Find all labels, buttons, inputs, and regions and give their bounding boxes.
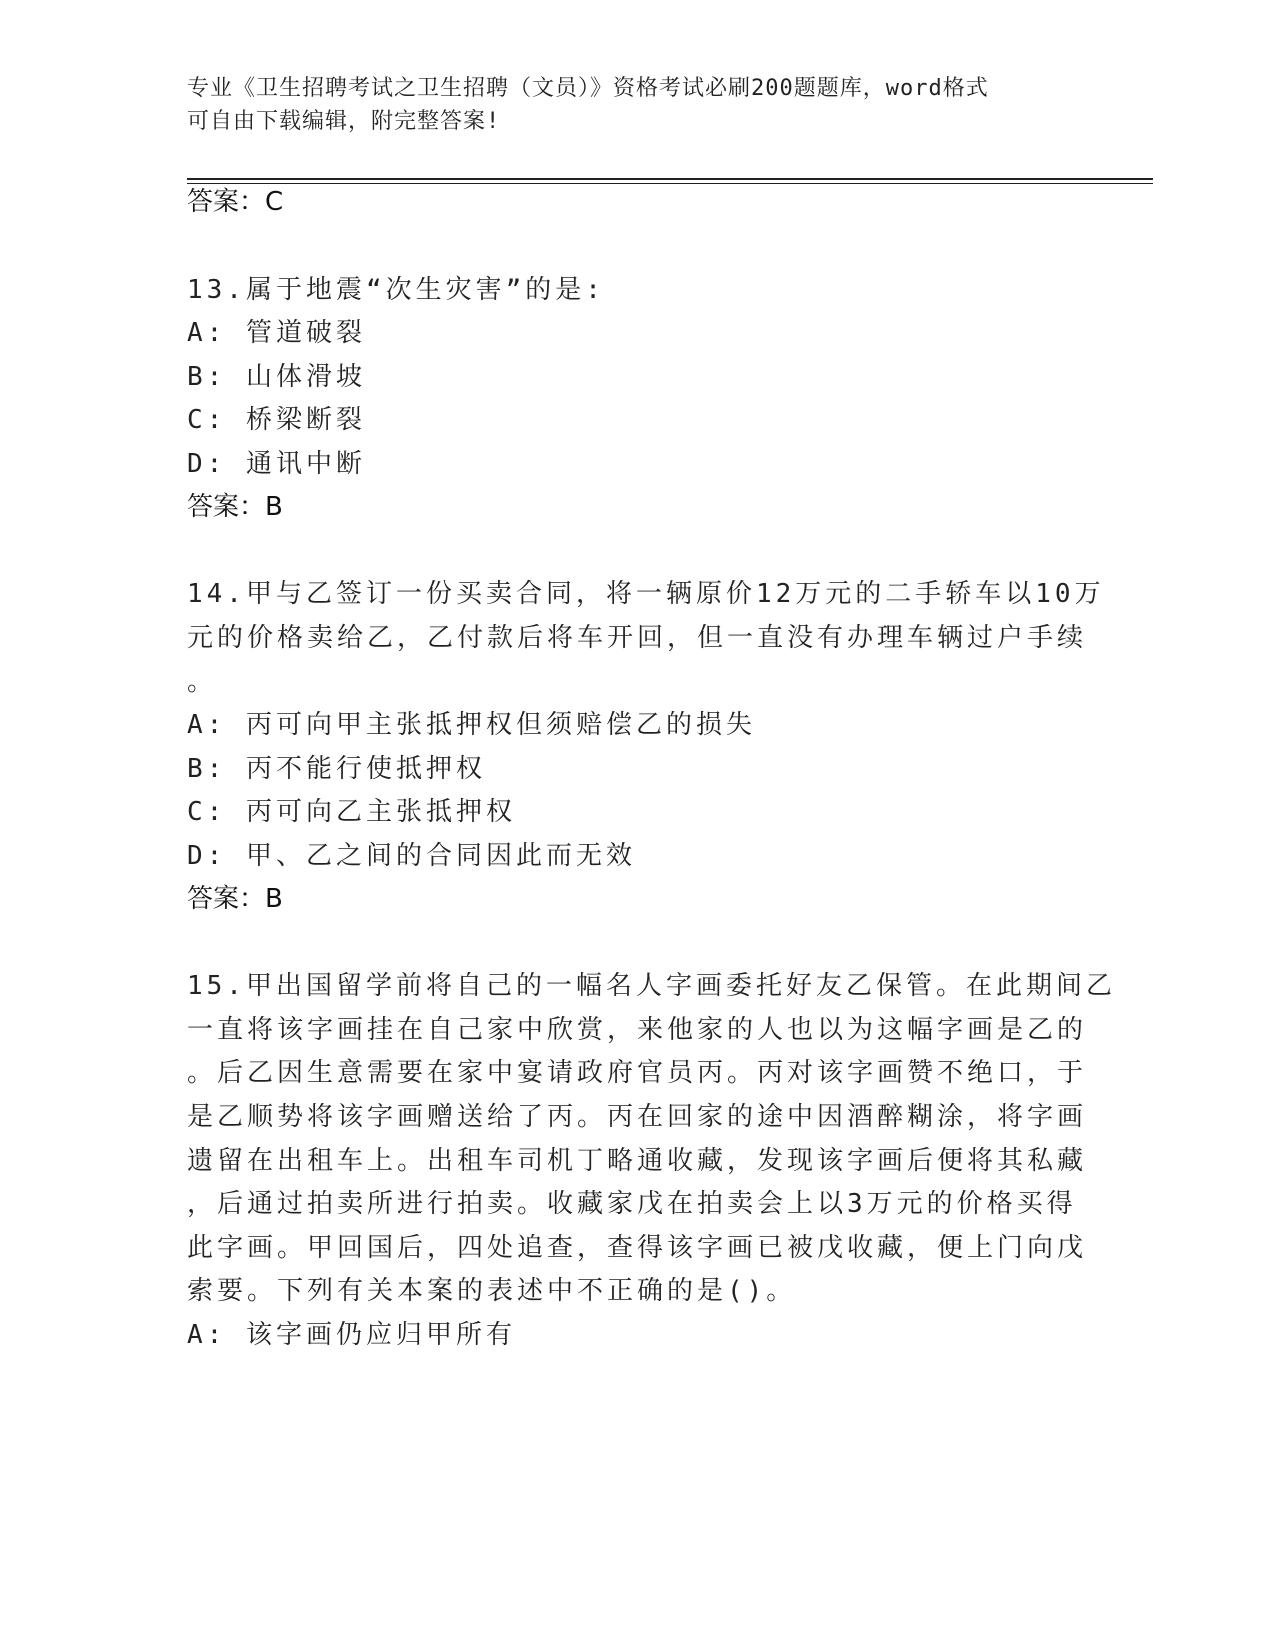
- q15-stem-line-7: 此字画。甲回国后，四处追查，查得该字画已被戊收藏，便上门向戊: [187, 1233, 1088, 1263]
- q15-stem-line-4: 是乙顺势将该字画赠送给了丙。丙在回家的途中因酒醉糊涂，将字画: [187, 1102, 1088, 1132]
- header-line-1: 专业《卫生招聘考试之卫生招聘（文员）》资格考试必刷200题题库，word格式: [187, 76, 989, 101]
- q13-stem: 13.属于地震“次生灾害”的是:: [187, 275, 605, 305]
- q15-stem-line-8: 索要。下列有关本案的表述中不正确的是()。: [187, 1276, 797, 1306]
- q13-option-c: C: 桥梁断裂: [187, 405, 366, 435]
- q14-stem-line-3: 。: [187, 667, 218, 697]
- q15-stem-line-1: 15.甲出国留学前将自己的一幅名人字画委托好友乙保管。在此期间乙: [187, 971, 1116, 1001]
- q14-answer: 答案：B: [187, 884, 283, 914]
- q13-answer: 答案：B: [187, 492, 283, 522]
- q15-option-a: A: 该字画仍应归甲所有: [187, 1320, 516, 1350]
- answer-prev: 答案：C: [187, 187, 284, 217]
- header-line-2: 可自由下载编辑，附完整答案!: [187, 109, 501, 134]
- q13-option-d: D: 通讯中断: [187, 449, 366, 479]
- q14-option-b: B: 丙不能行使抵押权: [187, 754, 486, 784]
- q15-stem-line-5: 遗留在出租车上。出租车司机丁略通收藏，发现该字画后便将其私藏: [187, 1146, 1088, 1176]
- q15-stem-line-2: 一直将该字画挂在自己家中欣赏，来他家的人也以为这幅字画是乙的: [187, 1015, 1088, 1045]
- q14-option-a: A: 丙可向甲主张抵押权但须赔偿乙的损失: [187, 710, 756, 740]
- document-header: [187, 72, 1067, 138]
- q13-option-a: A: 管道破裂: [187, 318, 366, 348]
- q15-stem-line-3: 。后乙因生意需要在家中宴请政府官员丙。丙对该字画赞不绝口，于: [187, 1058, 1088, 1088]
- q13-option-b: B: 山体滑坡: [187, 362, 366, 392]
- q15-stem-line-6: ，后通过拍卖所进行拍卖。收藏家戊在拍卖会上以3万元的价格买得: [187, 1189, 1077, 1219]
- q14-stem-line-2: 元的价格卖给乙，乙付款后将车开回，但一直没有办理车辆过户手续: [187, 623, 1088, 653]
- q14-option-d: D: 甲、乙之间的合同因此而无效: [187, 841, 636, 871]
- header-divider: [187, 178, 1153, 180]
- header-divider-thin: [187, 183, 1153, 184]
- q14-stem-line-1: 14.甲与乙签订一份买卖合同，将一辆原价12万元的二手轿车以10万: [187, 579, 1105, 609]
- q14-option-c: C: 丙可向乙主张抵押权: [187, 797, 516, 827]
